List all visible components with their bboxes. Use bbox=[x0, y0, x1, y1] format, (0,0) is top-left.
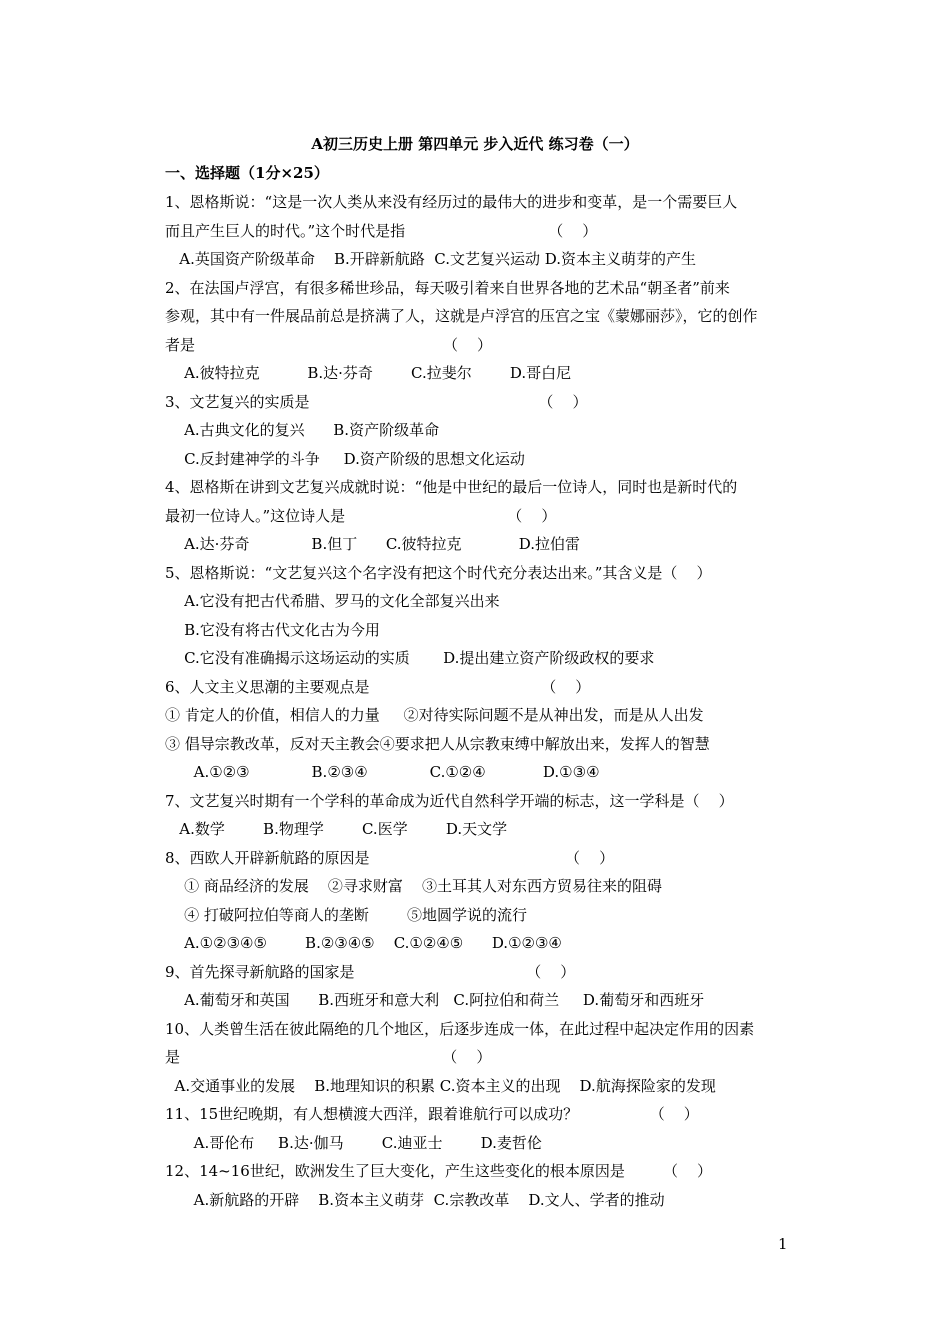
question-line: 9、首先探寻新航路的国家是 （ ） bbox=[165, 962, 576, 981]
question-line: A.达·芬奇 B.但丁 C.彼特拉克 D.拉伯雷 bbox=[165, 535, 581, 553]
question-line: A.它没有把古代希腊、罗马的文化全部复兴出来 bbox=[165, 592, 500, 610]
question-line: A.哥伦布 B.达·伽马 C.迪亚士 D.麦哲伦 bbox=[165, 1133, 542, 1152]
page-title: A初三历史上册 第四单元 步入近代 练习卷（一） bbox=[311, 135, 639, 153]
question-line: ① 肯定人的价值，相信人的力量 ②对待实际问题不是从神出发，而是从人出发 bbox=[165, 706, 704, 724]
question-line: C.反封建神学的斗争 D.资产阶级的思想文化运动 bbox=[165, 449, 525, 468]
question-line: C.它没有准确揭示这场运动的实质 D.提出建立资产阶级政权的要求 bbox=[165, 649, 655, 667]
question-line: A.①②③ B.②③④ C.①②④ D.①③④ bbox=[165, 763, 600, 781]
question-line: 2、在法国卢浮宫，有很多稀世珍品，每天吸引着来自世界各地的艺术品“朝圣者”前来 bbox=[165, 278, 730, 297]
question-line: A.数学 B.物理学 C.医学 D.天文学 bbox=[165, 820, 508, 838]
question-line: 7、文艺复兴时期有一个学科的革命成为近代自然科学开端的标志，这一学科是（ ） bbox=[165, 791, 734, 810]
question-line: 8、西欧人开辟新航路的原因是 （ ） bbox=[165, 848, 615, 867]
question-line: A.新航路的开辟 B.资本主义萌芽 C.宗教改革 D.文人、学者的推动 bbox=[165, 1190, 665, 1209]
question-line: ④ 打破阿拉伯等商人的垄断 ⑤地圆学说的流行 bbox=[165, 905, 527, 924]
question-line: 5、恩格斯说：“文艺复兴这个名字没有把这个时代充分表达出来。”其含义是（ ） bbox=[165, 563, 712, 582]
question-line: 6、人文主义思潮的主要观点是 （ ） bbox=[165, 677, 591, 696]
question-line: 4、恩格斯在讲到文艺复兴成就时说：“他是中世纪的最后一位诗人，同时也是新时代的 bbox=[165, 478, 738, 496]
question-line: 而且产生巨人的时代。”这个时代是指 （ ） bbox=[165, 221, 598, 240]
question-line: 12、14~16世纪，欧洲发生了巨大变化，产生这些变化的根本原因是 （ ） bbox=[165, 1162, 713, 1180]
question-line: A.葡萄牙和英国 B.西班牙和意大利 C.阿拉伯和荷兰 D.葡萄牙和西班牙 bbox=[165, 991, 705, 1009]
question-line: A.彼特拉克 B.达·芬奇 C.拉斐尔 D.哥白尼 bbox=[165, 364, 572, 382]
question-line: 3、文艺复兴的实质是 （ ） bbox=[165, 392, 588, 411]
question-line: A.交通事业的发展 B.地理知识的积累 C.资本主义的出现 D.航海探险家的发现 bbox=[165, 1076, 716, 1095]
question-line: A.英国资产阶级革命 B.开辟新航路 C.文艺复兴运动 D.资本主义萌芽的产生 bbox=[165, 250, 697, 268]
question-line: ① 商品经济的发展 ②寻求财富 ③土耳其人对东西方贸易往来的阻碍 bbox=[165, 877, 662, 895]
question-line: 最初一位诗人。”这位诗人是 （ ） bbox=[165, 506, 557, 525]
question-line: ③ 倡导宗教改革，反对天主教会④要求把人从宗教束缚中解放出来，发挥人的智慧 bbox=[165, 734, 710, 753]
question-line: 者是 （ ） bbox=[165, 335, 493, 354]
question-line: A.古典文化的复兴 B.资产阶级革命 bbox=[165, 421, 440, 439]
question-line: 11、15世纪晚期，有人想横渡大西洋，跟着谁航行可以成功？ （ ） bbox=[165, 1105, 699, 1123]
question-line: A.①②③④⑤ B.②③④⑤ C.①②④⑤ D.①②③④ bbox=[165, 934, 562, 952]
question-line: 参观，其中有一件展品前总是挤满了人，这就是卢浮宫的压宫之宝《蒙娜丽莎》，它的创作 bbox=[165, 307, 758, 325]
question-line: 1、恩格斯说：“这是一次人类从来没有经历过的最伟大的进步和变革，是一个需要巨人 bbox=[165, 193, 738, 211]
page-number: 1 bbox=[778, 1235, 788, 1253]
section-heading: 一、选择题（1分×25） bbox=[165, 164, 329, 182]
question-line: 10、人类曾生活在彼此隔绝的几个地区，后逐步连成一体，在此过程中起决定作用的因素 bbox=[165, 1019, 755, 1038]
question-line: B.它没有将古代文化古为今用 bbox=[165, 620, 380, 639]
question-line: 是 （ ） bbox=[165, 1048, 492, 1066]
